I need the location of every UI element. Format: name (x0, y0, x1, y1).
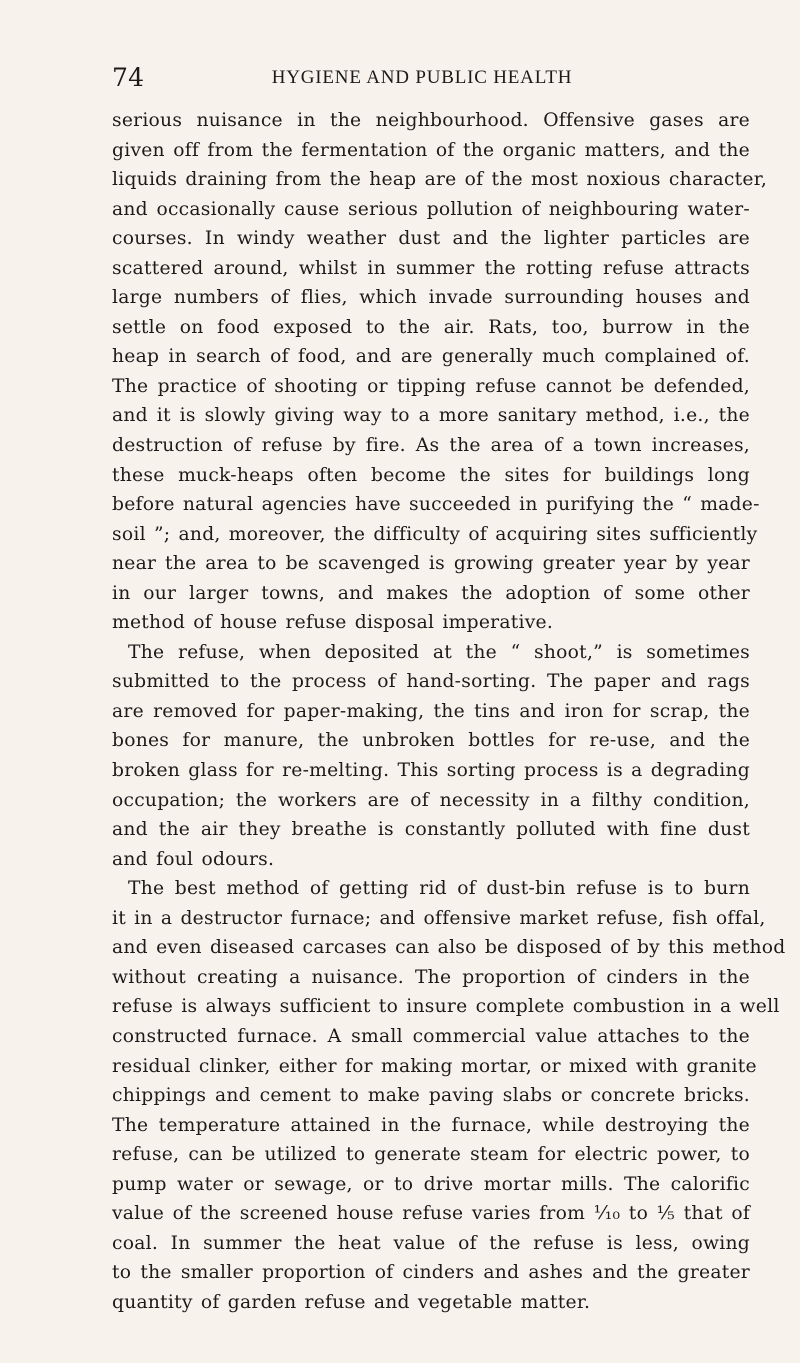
page-header (112, 62, 732, 94)
text-line: submitted to the process of hand-sorting. The paper and rags (112, 671, 750, 693)
text-line: pump water or sewage, or to drive mortar mills. The calorific (112, 1173, 750, 1195)
text-line: and even diseased carcases can also be disposed of by this method (112, 937, 786, 959)
text-line: bones for manure, the unbroken bottles for re-use, and the (112, 730, 750, 752)
text-line: soil ”; and, moreover, the difficulty of acquiring sites sufficiently (112, 523, 758, 545)
text-line: it in a destructor furnace; and offensive market refuse, fish offal, (112, 907, 766, 929)
text-line: are removed for paper-making, the tins and iron for scrap, the (112, 700, 750, 722)
text-line: settle on food exposed to the air. Rats, too, burrow in the (112, 316, 750, 338)
text-line: occupation; the workers are of necessity in a filthy condition, (112, 789, 750, 811)
text-line: quantity of garden refuse and vegetable matter. (112, 1291, 591, 1313)
text-line: constructed furnace. A small commercial value attaches to the (112, 1025, 750, 1047)
text-line: serious nuisance in the neighbourhood. Offensive gases are (112, 110, 750, 131)
text-line: coal. In summer the heat value of the refuse is less, owing (112, 1232, 750, 1254)
text-line: and foul odours. (112, 848, 275, 870)
text-line: The temperature attained in the furnace, while destroying the (112, 1114, 750, 1136)
text-line: broken glass for re-melting. This sorting process is a degrading (112, 760, 750, 782)
text-line: these muck-heaps often become the sites for buildings long (112, 464, 750, 486)
text-line: refuse is always sufficient to insure complete combustion in a well (112, 996, 780, 1018)
text-line: and the air they breathe is constantly polluted with fine dust (112, 819, 750, 841)
text-line: liquids draining from the heap are of the most noxious character, (112, 169, 768, 191)
text-line: and it is slowly giving way to a more sanitary method, i.e., the (112, 405, 750, 427)
text-line: large numbers of flies, which invade surrounding houses and (112, 287, 750, 309)
text-line: and occasionally cause serious pollution of neighbouring water- (112, 198, 750, 220)
text-line: chippings and cement to make paving slabs or concrete bricks. (112, 1085, 750, 1107)
running-head: HYGIENE AND PUBLIC HEALTH (271, 67, 573, 88)
text-line: destruction of refuse by fire. As the area of a town increases, (112, 435, 750, 457)
page-number: 74 (112, 63, 145, 92)
text-line: refuse, can be utilized to generate steam for electric power, to (112, 1144, 750, 1166)
text-line: given off from the fermentation of the organic matters, and the (112, 139, 750, 161)
text-line: in our larger towns, and makes the adoption of some other (112, 582, 750, 604)
text-line: residual clinker, either for making mortar, or mixed with granite (112, 1055, 757, 1077)
text-line: method of house refuse disposal imperative. (112, 612, 554, 634)
text-line: near the area to be scavenged is growing greater year by year (112, 553, 750, 575)
text-line: courses. In windy weather dust and the lighter particles are (112, 228, 750, 250)
text-line: scattered around, whilst in summer the rotting refuse attracts (112, 257, 750, 279)
text-line: before natural agencies have succeeded in purifying the “ made- (112, 494, 760, 516)
text-line: The practice of shooting or tipping refuse cannot be defended, (112, 375, 750, 397)
paragraph-start-line: The best method of getting rid of dust-bin refuse is to burn (128, 878, 750, 900)
body-text (112, 106, 786, 1317)
text-line: to the smaller proportion of cinders and ashes and the greater (112, 1262, 750, 1284)
text-line: value of the screened house refuse varies from ¹⁄₁₀ to ⅕ that of (112, 1203, 750, 1225)
text-line: heap in search of food, and are generally much complained of. (112, 346, 750, 368)
text-line: without creating a nuisance. The proportion of cinders in the (112, 966, 750, 988)
paragraph-start-line: The refuse, when deposited at the “ shoot,” is sometimes (128, 641, 750, 663)
